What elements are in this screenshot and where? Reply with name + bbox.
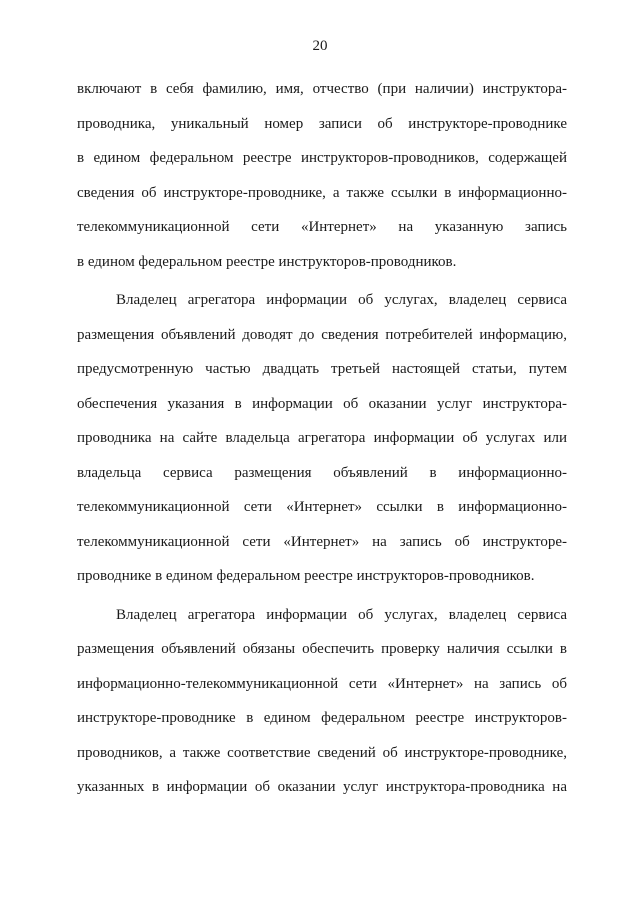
text-line: проводника, уникальный номер записи об инструкторе-проводнике [77,115,567,132]
text-line: включают в себя фамилию, имя, отчество (при наличии) инструктора- [77,81,567,97]
text-line: инструкторе-проводнике в едином федеральном реестре инструкторов- [77,710,567,726]
text-line: информационно-телекоммуникационной сети «Интернет» на запись об [77,675,567,692]
paragraph-3 [77,598,567,805]
text-line: в едином федеральном реестре инструкторов-проводников. [77,253,457,270]
text-line: предусмотренную частью двадцать третьей настоящей статьи, путем [77,361,567,377]
text-line: Владелец агрегатора информации об услугах, владелец сервиса [116,606,567,623]
text-line: телекоммуникационной сети «Интернет» на указанную запись [77,219,567,235]
text-line: в едином федеральном реестре инструкторов-проводников, содержащей [77,150,567,166]
page-number: 20 [312,38,328,54]
text-line: телекоммуникационной сети «Интернет» на запись об инструкторе- [77,533,567,550]
text-line: владельца сервиса размещения объявлений в информационно- [77,464,567,481]
text-line: телекоммуникационной сети «Интернет» ссылки в информационно- [77,499,567,515]
text-line: размещения объявлений обязаны обеспечить проверку наличия ссылки в [77,641,567,657]
text-line: проводнике в едином федеральном реестре инструкторов-проводников. [77,568,535,584]
text-line: указанных в информации об оказании услуг инструктора-проводника на [77,779,567,795]
text-line: обеспечения указания в информации об оказании услуг инструктора- [77,395,567,412]
document-body [77,72,567,805]
text-line: проводника на сайте владельца агрегатора информации об услугах или [77,430,567,446]
text-line: проводников, а также соответствие сведений об инструкторе-проводнике, [77,744,567,761]
text-line: размещения объявлений доводят до сведения потребителей информацию, [77,326,567,343]
paragraph-2 [77,283,567,594]
text-line: сведения об инструкторе-проводнике, а также ссылки в информационно- [77,184,567,201]
text-line: Владелец агрегатора информации об услугах, владелец сервиса [116,292,567,308]
paragraph-1 [77,72,567,279]
